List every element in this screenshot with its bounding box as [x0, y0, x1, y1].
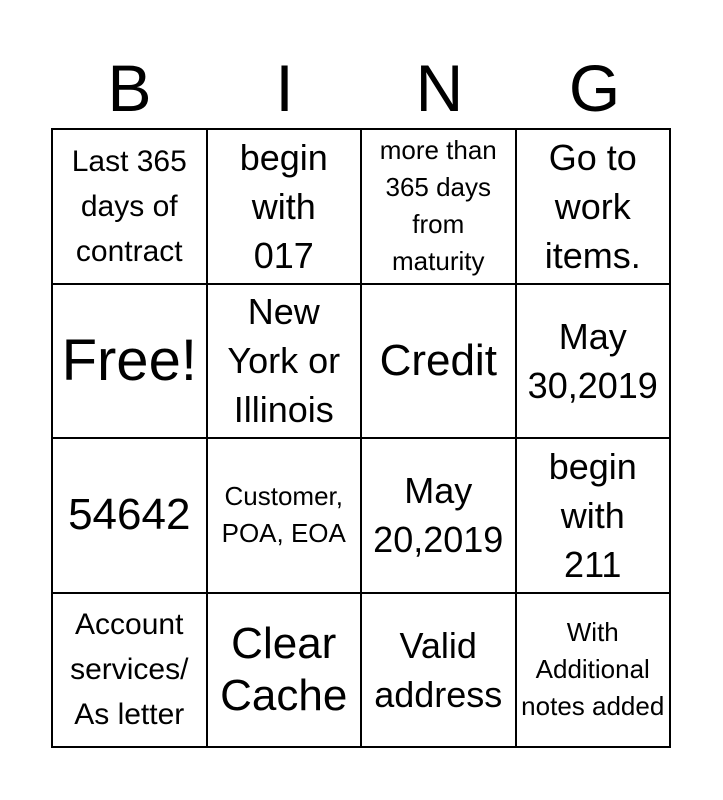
header-letter-g: G	[568, 51, 621, 125]
bingo-cell-text: Last 365 days of contract	[71, 144, 187, 268]
bingo-cell[interactable]	[208, 285, 363, 440]
bingo-cell-text: Free!	[61, 327, 197, 393]
bingo-cell-text: Valid address	[374, 624, 503, 715]
bingo-grid	[51, 128, 671, 748]
bingo-cell-text: more than 365 days from maturity	[379, 135, 497, 277]
bingo-cell[interactable]	[517, 594, 672, 749]
bingo-cell-text: begin with 211	[548, 445, 637, 585]
bingo-cell[interactable]	[53, 439, 208, 594]
bingo-cell[interactable]	[362, 439, 517, 594]
bingo-cell-text: Customer, POA, EOA	[221, 481, 346, 549]
bingo-header	[52, 48, 672, 128]
bingo-cell[interactable]	[517, 439, 672, 594]
bingo-cell-text: With Additional notes added	[521, 617, 665, 722]
bingo-cell-text: 54642	[68, 490, 191, 540]
header-letter-i: I	[275, 51, 294, 125]
bingo-cell-text: begin with 017	[239, 136, 328, 276]
bingo-cell-text: Credit	[379, 335, 497, 385]
bingo-cell-text: Go to work items.	[544, 136, 641, 276]
bingo-cell[interactable]	[362, 594, 517, 749]
bingo-cell-free[interactable]	[53, 285, 208, 440]
bingo-cell-text: Account services/ As letter	[70, 608, 189, 732]
bingo-cell[interactable]	[517, 130, 672, 285]
bingo-cell-text: Clear Cache	[220, 618, 348, 720]
bingo-cell-text: May 20,2019	[373, 470, 504, 561]
bingo-cell[interactable]	[208, 439, 363, 594]
bingo-cell[interactable]	[208, 130, 363, 285]
bingo-cell[interactable]	[53, 594, 208, 749]
bingo-cell[interactable]	[362, 285, 517, 440]
bingo-cell-text: New York or Illinois	[227, 291, 341, 431]
bingo-cell[interactable]	[362, 130, 517, 285]
bingo-cell[interactable]	[517, 285, 672, 440]
bingo-cell-text: May 30,2019	[527, 315, 658, 406]
bingo-cell[interactable]	[53, 130, 208, 285]
header-letter-n: N	[415, 51, 464, 125]
header-letter-b: B	[107, 51, 152, 125]
bingo-cell[interactable]	[208, 594, 363, 749]
